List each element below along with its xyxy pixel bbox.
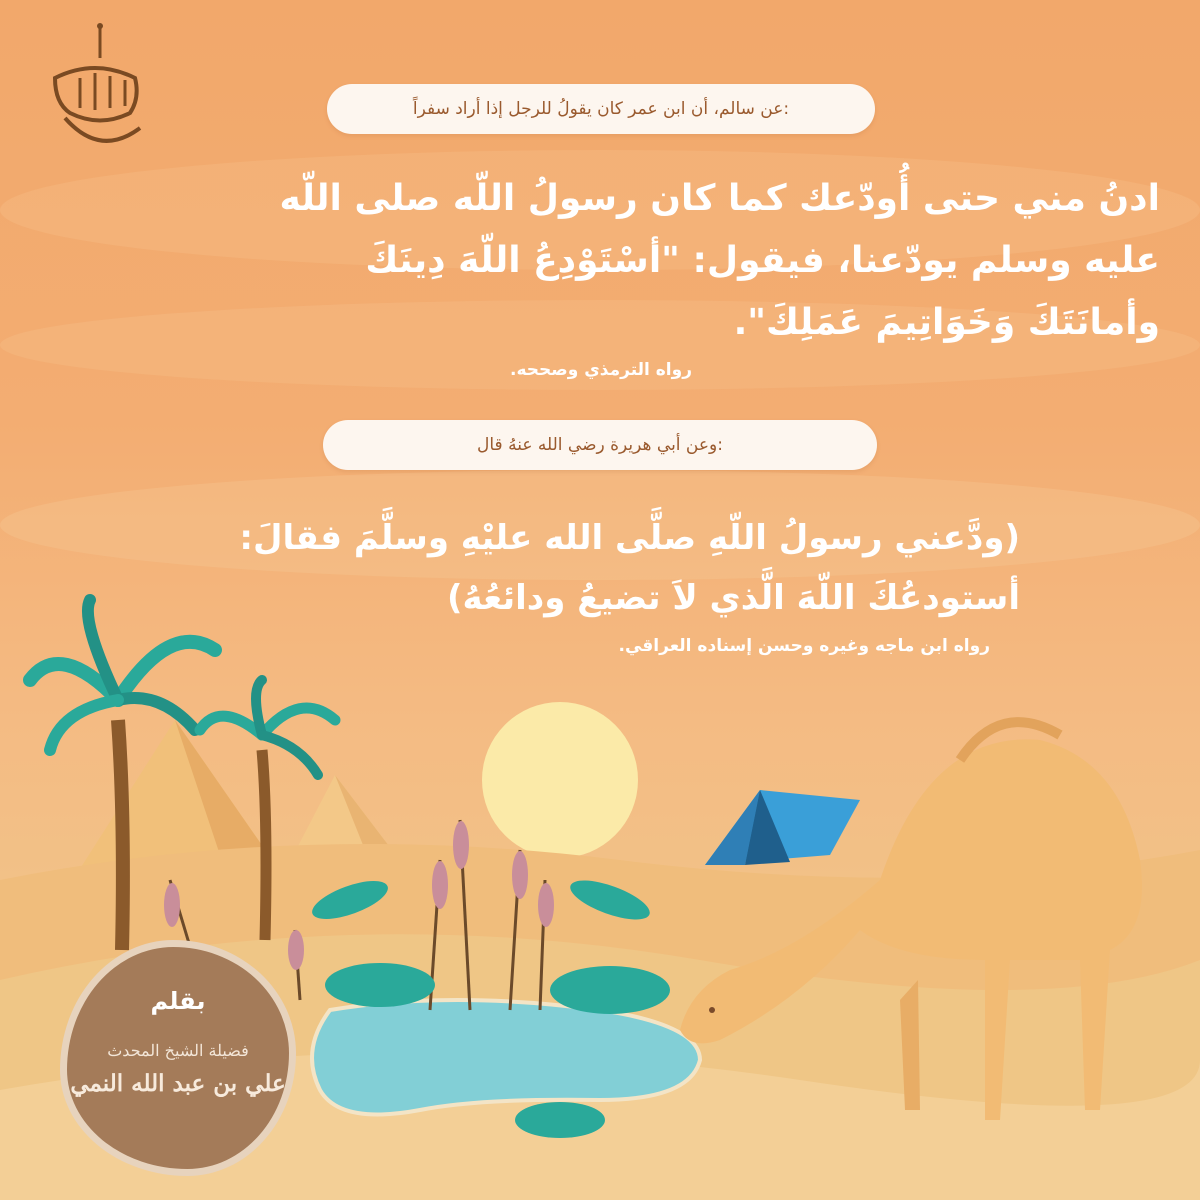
hadith-text-1: [160, 168, 1160, 354]
hadith-source-1: رواه الترمذي وصححه.: [510, 360, 692, 380]
hadith-source-2: رواه ابن ماجه وغيره وحسن إسناده العراقي.: [618, 636, 990, 656]
water-pool: [312, 1000, 700, 1115]
hadith-line: (ودَّعني رسولُ اللّهِ صلَّى الله عليْهِ وسلَّمَ فقالَ:: [239, 518, 1020, 558]
sun-icon: [482, 702, 638, 858]
author-title: فضيلة الشيخ المحدث: [107, 1041, 249, 1060]
hadith-line: ادنُ مني حتى أُودّعك كما كان رسولُ اللّه صلى اللّه: [279, 178, 1160, 219]
author-name: علي بن عبد الله النمي: [70, 1070, 286, 1097]
hadith-line: وأمانَتَكَ وَخَوَاتِيمَ عَمَلِكَ".: [733, 302, 1160, 343]
hadith-intro-2: وعن أبي هريرة رضي الله عنهُ قال:: [323, 420, 877, 470]
hadith-text-2: [140, 508, 1020, 628]
hadith-intro-1: عن سالم، أن ابن عمر كان يقولُ للرجل إذا أراد سفراً:: [327, 84, 875, 134]
logo: [40, 18, 150, 168]
author-badge: [60, 940, 296, 1176]
author-by-label: بقلم: [150, 987, 206, 1015]
hadith-line: عليه وسلم يودّعنا، فيقول: "أسْتَوْدِعُ اللّهَ دِينَكَ: [365, 240, 1160, 281]
hadith-line: أستودعُكَ اللّهَ الَّذي لاَ تضيعُ ودائعُهُ): [447, 578, 1020, 618]
